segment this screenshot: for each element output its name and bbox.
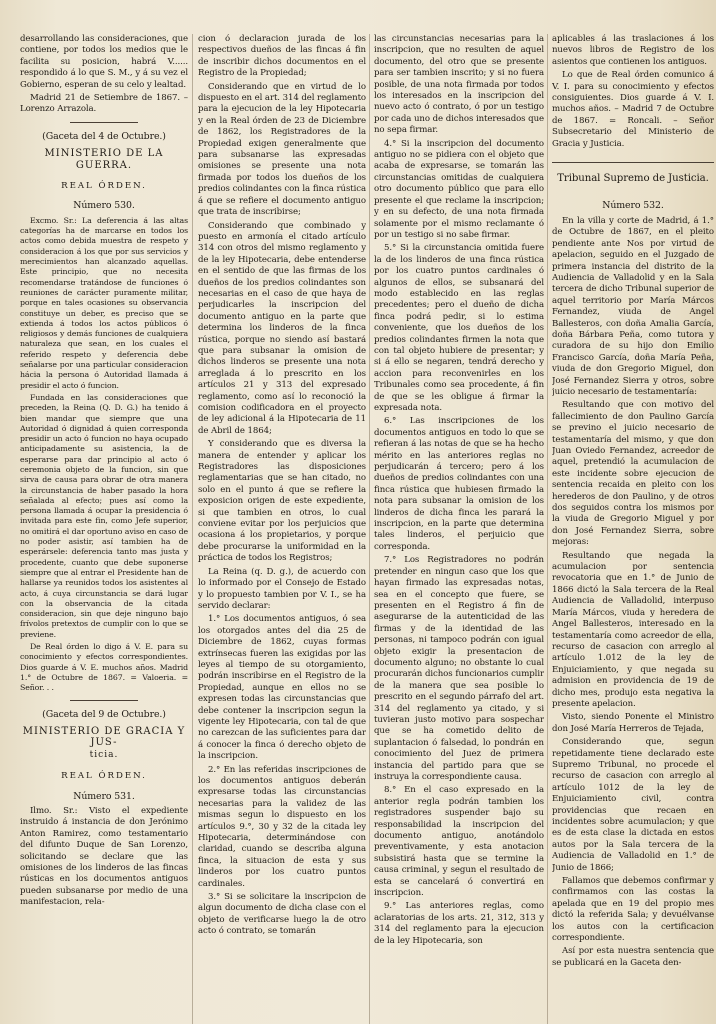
paragraph: Resultando que negada la acumulacion por sentencia revocatoria que en 1.° de Junio de 1866 dictó la Sala tercera de la Real Audiencia de Valladolid, interpuso María Márcos, viuda y heredera de Angel Ballesteros, interesado en la testamentaría como acreedor de ella, recurso de casacion con arreglo al artículo 1.012 de la ley de Enjuiciamiento, y que negada su admision en providencia de 19 de dicho mes, produjo esta negativa la presente apelacion. xyxy=(552,550,714,709)
paragraph: En la villa y corte de Madrid, á 1.° de Octubre de 1867, en el pleito pendiente ante Nos por virtud de apelacion, seguido en el Juzgado de primera instancia del distrito de la Audiencia de Valladolid y en la Sala tercera de dicho Tribunal superior de aquel territorio por María Márcos Fernandez, viuda de Angel Ballesteros, con doña Amalia García, doña Bárbara Peña, como tutora y curadora de su hijo don Emilio Francisco García, doña María Peña, viuda de don Gregorio Miguel, don José Fernandez Sierra y otros, sobre juicio necesario de testamentaría: xyxy=(552,215,714,397)
paragraph: desarrollando las consideraciones, que contiene, por todos los medios que le facilita su posicion, habrá V...... respondido á lo que S. M., y á su vez el Gobierno, esperan de su celo y lealtad. xyxy=(20,34,188,90)
column-1 xyxy=(20,34,188,1024)
paragraph: De Real órden lo digo á V. E. para su conocimiento y efectos correspondientes. Dios guarde á V. E. muchos años. Madrid 1.° de Octubre de 1867. = Valoeria. = Señor. . . xyxy=(20,642,188,693)
paragraph: Fundada en las consideraciones que preceden, la Reina (Q. D. G.) ha tenido á bien mandar que siempre que una Autoridad ó dignidad á quien corresponda presidir un acto ó funcion no haya ocupado anticipadamente su asistencia, la de esperarse para dar principio al acto ó ceremonia objeto de la funcion, sin que sirva de causa para obrar de otra manera la circunstancia de haber pasado la hora señalada al efecto; pues así como la persona llamada á ocupar la presidencia ó invitada para este fin, como Jefe superior, no omitirá el dar oportuno aviso en caso de no poder asistir, así tambien ha de esperársele: deferencia tanto mas justa y procedente, cuanto que debe suponerse siempre que al entrar el Presidente han de hallarse ya reunidos todos los asistentes al acto, á cuya circunstancia se dará lugar con la observancia de la citada consideracion, sin que deje ninguno bajo frívolos pretextos de cumplir con lo que se previene. xyxy=(20,392,188,639)
paragraph: Considerando que, segun repetidamente tiene declarado este Supremo Tribunal, no procede el recurso de casacion con arreglo al artículo 1012 de la ley de Enjuiciamiento civil, contra providencias que recaen en incidentes sobre acumulacion; y que es de esta clase la dictada en estos autos por la Sala tercera de la Audiencia de Valladolid en 1.° de Junio de 1866; xyxy=(552,737,714,873)
divider xyxy=(552,162,714,163)
divider xyxy=(70,700,138,701)
paragraph: Excmo. Sr.: La deferencia á las altas categorías ha de marcarse en todos los actos como debida muestra de respeto y consideracion á los que por sus servicios y merecimientos han alcanzado aquellas. Este principio, que no necesita recomendarse tratándose de funciones ó reuniones de carácter puramente militar, porque en tales ocasiones su observancia constituye un deber, es preciso que se extienda á todos los actos públicos ó religiosos y demás funciones de cualquiera naturaleza que sean, en los cuales el referido respeto y deferencia debe señalarse por una particular consideracion hácia la persona ó Autoridad llamada á presidir el acto ó funcion. xyxy=(20,215,188,390)
paragraph: aplicables á las traslaciones á los nuevos libros de Registro de los asientos que contienen los antiguos. xyxy=(552,34,714,67)
paragraph: Y considerando que es diversa la manera de entender y aplicar los Registradores las disposiciones reglamentarias que se han citado, no solo en el punto á que se refiere la exposicion origen de este expediente, si que tambien en otros, lo cual conviene evitar por los perjuicios que ocasiona á los propietarios, y porque debe procurarse la uniformidad en la práctica de todos los Registros; xyxy=(198,439,366,564)
paragraph: las circunstancias necesarias para la inscripcion, que no resulten de aquel documento, del otro que se presente para ser tambien inscrito; y si no fuera posible, de una nota firmada por todos los interesados en la inscripcion del nuevo acto ó contrato, ó por un testigo por cada uno de dichos interesados que no sepa firmar. xyxy=(374,34,544,136)
real-orden-heading: REAL ÓRDEN. xyxy=(61,771,147,782)
paragraph: 6.° Las inscripciones de los documentos antiguos en todo lo que se refieran á las notas de que se ha hecho mérito en las anteriores reglas no perjudicarán á tercero; pero á los dueños de predios colindantes con una finca rústica que hubiesen firmado la nota para subsanar la omision de los linderos de dicha finca les parará la inscripcion, en la parte que determina tales linderos, el perjuicio que corresponda. xyxy=(374,416,544,552)
tribunal-heading: Tribunal Supremo de Justicia. xyxy=(557,173,709,185)
paragraph: Visto, siendo Ponente el Ministro don José María Herreros de Tejada, xyxy=(552,712,714,734)
paragraph: La Reina (q. D. g.), de acuerdo con lo informado por el Consejo de Estado y lo propuesto tambien por V. I., se ha servido declarar: xyxy=(198,566,366,611)
paragraph: 7.° Los Registradores no podrán pretender en ningun caso que los que hayan firmado las expresadas notas, sea en el concepto que fuere, se presenten en el Registro á fin de asegurarse de la autenticidad de las firmas y de la identidad de las personas, ni tampoco podrán con igual objeto exigir la presentacion de documento alguno; no obstante lo cual procurarán dichos funcionarios cumplir de la manera que sea posible lo prescrito en el segundo párrafo del art. 314 del reglamento ya citado, y si tuvieran justo motivo para sospechar que se ha cometido delito de suplantacion ó falsedad, lo pondrán en conocimiento del Juez de primera instancia del partido para que se instruya la correspondiente causa. xyxy=(374,555,544,782)
paragraph: 2.° En las referidas inscripciones de los documentos antiguos deberán expresarse todas las circunstancias necesarias para la validez de las mismas segun lo dispuesto en los artículos 9.°, 30 y 32 de la citada ley Hipotecaria, determinándose con claridad, cuando se describa alguna finca, la situacion de esta y sus linderos por los cuatro puntos cardinales. xyxy=(198,764,366,889)
paragraph: Considerando que combinado y puesto en armonía el citado artículo 314 con otros del mismo reglamento y de la ley Hipotecaria, debe entenderse en el sentido de que las firmas de los dueños de los predios colindantes son necesarias en el caso de que haya de perjudicarles la inscripcion del documento antiguo en la parte que determina los linderos de la finca rústica, porque no siendo así bastará que para subsanar la omision de dichos linderos se presente una nota arreglada á lo prescrito en los artículos 21 y 313 del expresado reglamento, como así lo reconoció la comision codificadora en el proyecto de ley adicional á la Hipotecaria de 11 de Abril de 1864; xyxy=(198,220,366,436)
column-4 xyxy=(552,34,714,1024)
paragraph: 1.° Los documentos antiguos, ó sea los otorgados antes del dia 25 de Diciembre de 1862, cuyas formas extrínsecas fueren las exigidas por las leyes al tiempo de su otorgamiento, podrán inscribirse en el Registro de la Propiedad, aunque en ellos no se expresen todas las circunstancias que debe contener la inscripcion segun la vigente ley Hipotecaria, con tal de que no carezcan de las suficientes para dar á conocer la finca ó derecho objeto de la inscripcion. xyxy=(198,614,366,762)
column-rule xyxy=(369,34,370,1024)
paragraph: Así por esta nuestra sentencia que se publicará en la Gaceta den- xyxy=(552,946,714,968)
column-rule xyxy=(547,34,548,1024)
column-2 xyxy=(198,34,366,1024)
ministry-heading: MINISTERIO DE LA GUERRA. xyxy=(44,148,164,171)
paragraph: Fallamos que debemos confirmar y confirmamos con las costas la apelada que en 19 del propio mes dictó la referida Sala; y devuélvanse los autos con la certificacion correspondiente. xyxy=(552,876,714,944)
paragraph: Lo que de Real órden comunico á V. I. para su conocimiento y efectos consiguientes. Dios guarde á V. I. muchos años. – Madrid 7 de Octubre de 1867. = Roncali. – Señor Subsecretario del Ministerio de Gracia y Justicia. xyxy=(552,70,714,149)
paragraph: 9.° Las anteriores reglas, como aclaratorias de los arts. 21, 312, 313 y 314 del reglamento para la ejecucion de la ley Hipotecaria, son xyxy=(374,901,544,946)
paragraph: 5.° Si la circunstancia omitida fuere la de los linderos de una finca rústica por los cuatro puntos cardinales ó algunos de ellos, se subsanará del modo establecido en las reglas precedentes; pero el dueño de dicha finca podrá pedir, si lo estima conveniente, que los dueños de los predios colindantes firmen la nota que con tal objeto hubiere de presentar; y si á ello se negaren, tendrá derecho y accion para reconvenirles en los Tribunales como sea procedente, á fin de que se les obligue á firmar la expresada nota. xyxy=(374,243,544,413)
gazette-date: (Gaceta del 4 de Octubre.) xyxy=(42,130,166,142)
ministry-heading-continued: ticia. xyxy=(89,749,119,760)
paragraph: Madrid 21 de Setiembre de 1867. – Lorenzo Arrazola. xyxy=(20,93,188,115)
divider xyxy=(70,122,138,123)
order-number: Número 531. xyxy=(73,790,135,802)
paragraph: 4.° Si la inscripcion del documento antiguo no se pidiera con el objeto que acaba de expresarse, se tomarán las circunstancias omitidas de cualquiera otro documento público que para ello presente el que reclame la inscripcion; y en su defecto, de una nota firmada solamente por el mismo reclamante ó por un testigo si no sabe firmar. xyxy=(374,138,544,240)
paragraph: cion ó declaracion jurada de los respectivos dueños de las fincas á fin de inscribir dichos documentos en el Registro de la Propiedad; xyxy=(198,34,366,79)
order-number: Número 530. xyxy=(73,200,135,212)
paragraph: Ilmo. Sr.: Visto el expediente instruido á instancia de don Jerónimo Anton Ramirez, como testamentario del difunto Duque de San Lorenzo, solicitando se declare que las omisiones de los linderos de las fincas rústicas en los documentos antiguos pueden subsanarse por medio de una manifestacion, rela- xyxy=(20,805,188,908)
real-orden-heading: REAL ÓRDEN. xyxy=(61,181,147,192)
ministry-heading: MINISTERIO DE GRACIA Y JUS- xyxy=(22,725,186,749)
paragraph: 8.° En el caso expresado en la anterior regla podrán tambien los registradores suspender bajo su responsabilidad la inscripcion del documento antiguo, anotándolo preventivamente, y esta anotacion subsistirá hasta que se termine la causa criminal, y segun el resultado de esta se cancelará ó convertirá en inscripcion. xyxy=(374,785,544,899)
paragraph: Resultando que con motivo del fallecimiento de don Paulino García se previno el juicio necesario de testamentaría del mismo, y que don Juan Oviedo Fernandez, acreedor de aquel, pretendió la acumulacion de este incidente sobre ejecucion de sentencia recaida en pleito con los herederos de don Paulino, y de otros dos seguidos contra los mismos por la viuda de Gregorio Miguel y por don José Fernandez Sierra, sobre mejoras: xyxy=(552,400,714,548)
paragraph: 3.° Si se solicitare la inscripcion de algun documento de dicha clase con el objeto de verificarse luego la de otro acto ó contrato, se tomarán xyxy=(198,892,366,937)
order-number: Número 532. xyxy=(602,200,664,212)
paragraph: Considerando que en virtud de lo dispuesto en el art. 314 del reglamento para la ejecucion de la ley Hipotecaria y en la Real órden de 23 de Diciembre de 1862, los Registradores de la Propiedad exigen generalmente que para subsanarse las expresadas omisiones se presente una nota firmada por todos los dueños de los predios colindantes con la finca rústica á que se refiere el documento antiguo que trata de inscribirse; xyxy=(198,81,366,218)
column-3 xyxy=(374,34,544,1024)
gazette-date: (Gaceta del 9 de Octubre.) xyxy=(42,708,166,720)
column-rule xyxy=(192,34,193,1024)
